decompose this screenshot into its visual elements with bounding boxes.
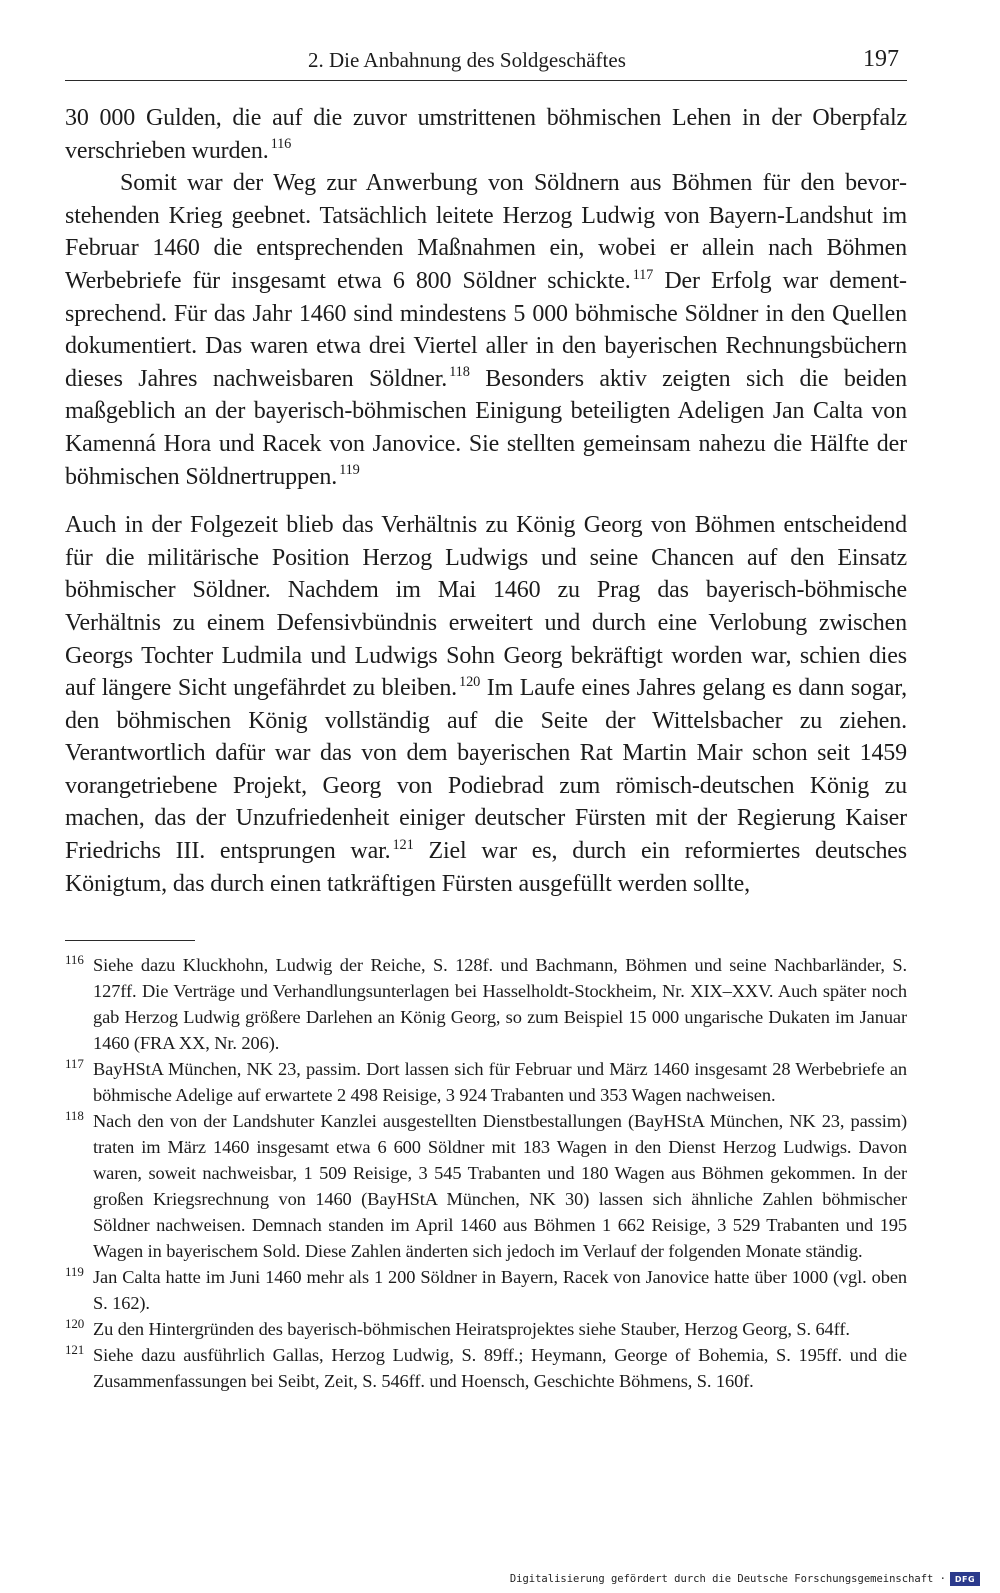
paragraph-text: Der Erfolg war dementsprechend. Für das Jahr 1460 sind mindestens 5 000 böhmische Söldner in den Quellen dokumentiert. Das waren etwa drei Viertel aller in den bayerischen Rechnungsbüchern dieses Jahres nachweisbaren Söldner. <box>65 267 907 392</box>
digitization-note: Digitalisierung gefördert durch die Deutsche Forschungsgemeinschaft · <box>509 1573 946 1585</box>
footnote-number: 119 <box>65 1264 84 1279</box>
footnotes <box>65 952 907 1394</box>
paragraph-text: Auch in der Folgezeit blieb das Verhältnis zu König Georg von Böhmen entscheidend für die militärische Position Herzog Ludwigs und seine Chancen auf den Einsatz böhmischer Söldner. Nachdem im Mai 1460 zu Prag das bayerisch-böhmische Verhältnis zu einem Defensivbündnis erweitert und durch eine Verlobung zwischen Georgs Tochter Ludmila und Ludwigs Sohn Georg bekräftigt worden war, schien dies auf längere Sicht ungefährdet zu bleiben. <box>65 512 907 702</box>
footnote-117 <box>65 1056 907 1108</box>
footnote-ref-120: 120 <box>459 673 481 690</box>
footnote-number: 116 <box>65 952 84 967</box>
digitization-banner <box>510 1571 980 1587</box>
dfg-logo: DFG <box>950 1572 980 1586</box>
running-title: 2. Die Anbahnung des Soldgeschäftes <box>308 48 626 72</box>
footnote-text: Siehe dazu Kluckhohn, Ludwig der Reiche, S. 128f. und Bachmann, Böhmen und seine Nachbarländer, S. 127ff. Die Verträge und Verhandlungsunterlagen bei Hasselholdt-Stockheim, Nr. XIX–XXV. Auch später noch gab Herzog Ludwig größere Darlehen an König Georg, so zum Beispiel 15 000 ungarische Dukaten im Januar 1460 (FRA XX, Nr. 206). <box>93 955 907 1053</box>
footnote-118 <box>65 1108 907 1264</box>
footnote-text: Siehe dazu ausführlich Gallas, Herzog Ludwig, S. 89ff.; Heymann, George of Bohemia, S. 195ff. und die Zusammenfassungen bei Seibt, Zeit, S. 546ff. und Hoensch, Geschichte Böhmens, S. 160f. <box>93 1345 907 1391</box>
paragraph-text: 30 000 Gulden, die auf die zuvor umstrittenen böhmischen Lehen in der Oberpfalz verschrieben wurden. <box>65 105 907 164</box>
footnote-120 <box>65 1316 907 1342</box>
paragraph-2 <box>65 167 907 493</box>
footnote-ref-116: 116 <box>270 136 292 153</box>
footnote-ref-117: 117 <box>632 266 654 283</box>
page-number: 197 <box>863 46 899 72</box>
paragraph-text: Ziel war es, durch ein reformiertes deutsches Königtum, das durch einen tatkräftigen Fürsten ausgefüllt werden sollte, <box>65 838 907 897</box>
footnote-116 <box>65 952 907 1056</box>
running-header <box>65 44 907 81</box>
footnote-number: 120 <box>65 1316 85 1331</box>
paragraph-1 <box>65 102 907 167</box>
footnote-text: Jan Calta hatte im Juni 1460 mehr als 1 200 Söldner in Bayern, Racek von Janovice hatte über 1000 (vgl. oben S. 162). <box>93 1267 907 1313</box>
footnote-ref-119: 119 <box>339 462 360 479</box>
footnote-number: 121 <box>65 1342 85 1357</box>
footnote-ref-121: 121 <box>392 836 414 853</box>
footnote-121 <box>65 1342 907 1394</box>
main-text <box>65 102 907 900</box>
paragraph-text: Im Laufe eines Jahres gelang es dann sogar, den böhmischen König vollständig auf die Seite der Wittelsbacher zu ziehen. Verantwortlich dafür war das von dem bayerischen Rat Martin Mair schon seit 1459 vorangetriebene Projekt, Georg von Podiebrad zum römisch-deutschen König zu machen, das der Unzufriedenheit einiger deutscher Fürsten mit der Regierung Kaiser Friedrichs III. entsprungen war. <box>65 675 907 865</box>
paragraph-text: Somit war der Weg zur Anwerbung von Söldnern aus Böhmen für den bevorstehenden Krieg geebnet. Tatsächlich leitete Herzog Ludwig von Bayern-Landshut im Februar 1460 die entsprechenden Maßnahmen ein, wobei er allein nach Böhmen Werbebriefe für insgesamt etwa 6 800 Söldner schickte. <box>65 170 907 294</box>
footnote-number: 118 <box>65 1108 84 1123</box>
footnote-119 <box>65 1264 907 1316</box>
footnote-number: 117 <box>65 1056 84 1071</box>
footnote-text: Zu den Hintergründen des bayerisch-böhmischen Heiratsprojektes siehe Stauber, Herzog Georg, S. 64ff. <box>93 1319 850 1339</box>
footnote-ref-118: 118 <box>449 364 470 381</box>
footnote-text: BayHStA München, NK 23, passim. Dort lassen sich für Februar und März 1460 insgesamt 28 Werbebriefe an böhmische Adelige auf erwartete 2 498 Reisige, 3 924 Trabanten und 353 Wagen nachweisen. <box>93 1059 907 1105</box>
footnote-divider <box>65 940 195 941</box>
footnote-text: Nach den von der Landshuter Kanzlei ausgestellten Dienstbestallungen (BayHStA München, NK 23, passim) traten im März 1460 insgesamt etwa 6 600 Söldner mit 183 Wagen in den Dienst Herzog Ludwigs. Davon waren, soweit nachweisbar, 1 509 Reisige, 3 545 Trabanten und 180 Wagen aus Böhmen gekommen. In der großen Kriegsrechnung von 1460 (BayHStA München, NK 30) lassen sich ähnliche Zahlen böhmischer Söldner nachweisen. Demnach standen im April 1460 aus Böhmen 1 662 Reisige, 3 529 Trabanten und 195 Wagen in bayerischem Sold. Diese Zahlen änderten sich jedoch im Verlauf der folgenden Monate ständig. <box>93 1111 907 1261</box>
paragraph-text: Besonders aktiv zeigten sich die beiden maßgeblich an der bayerisch-böhmischen Einigung beteiligten Adeligen Jan Calta von Kamenná Hora und Racek von Janovice. Sie stellten gemeinsam nahezu die Hälfte der böhmischen Söldnertruppen. <box>65 365 907 490</box>
paragraph-3 <box>65 509 907 900</box>
